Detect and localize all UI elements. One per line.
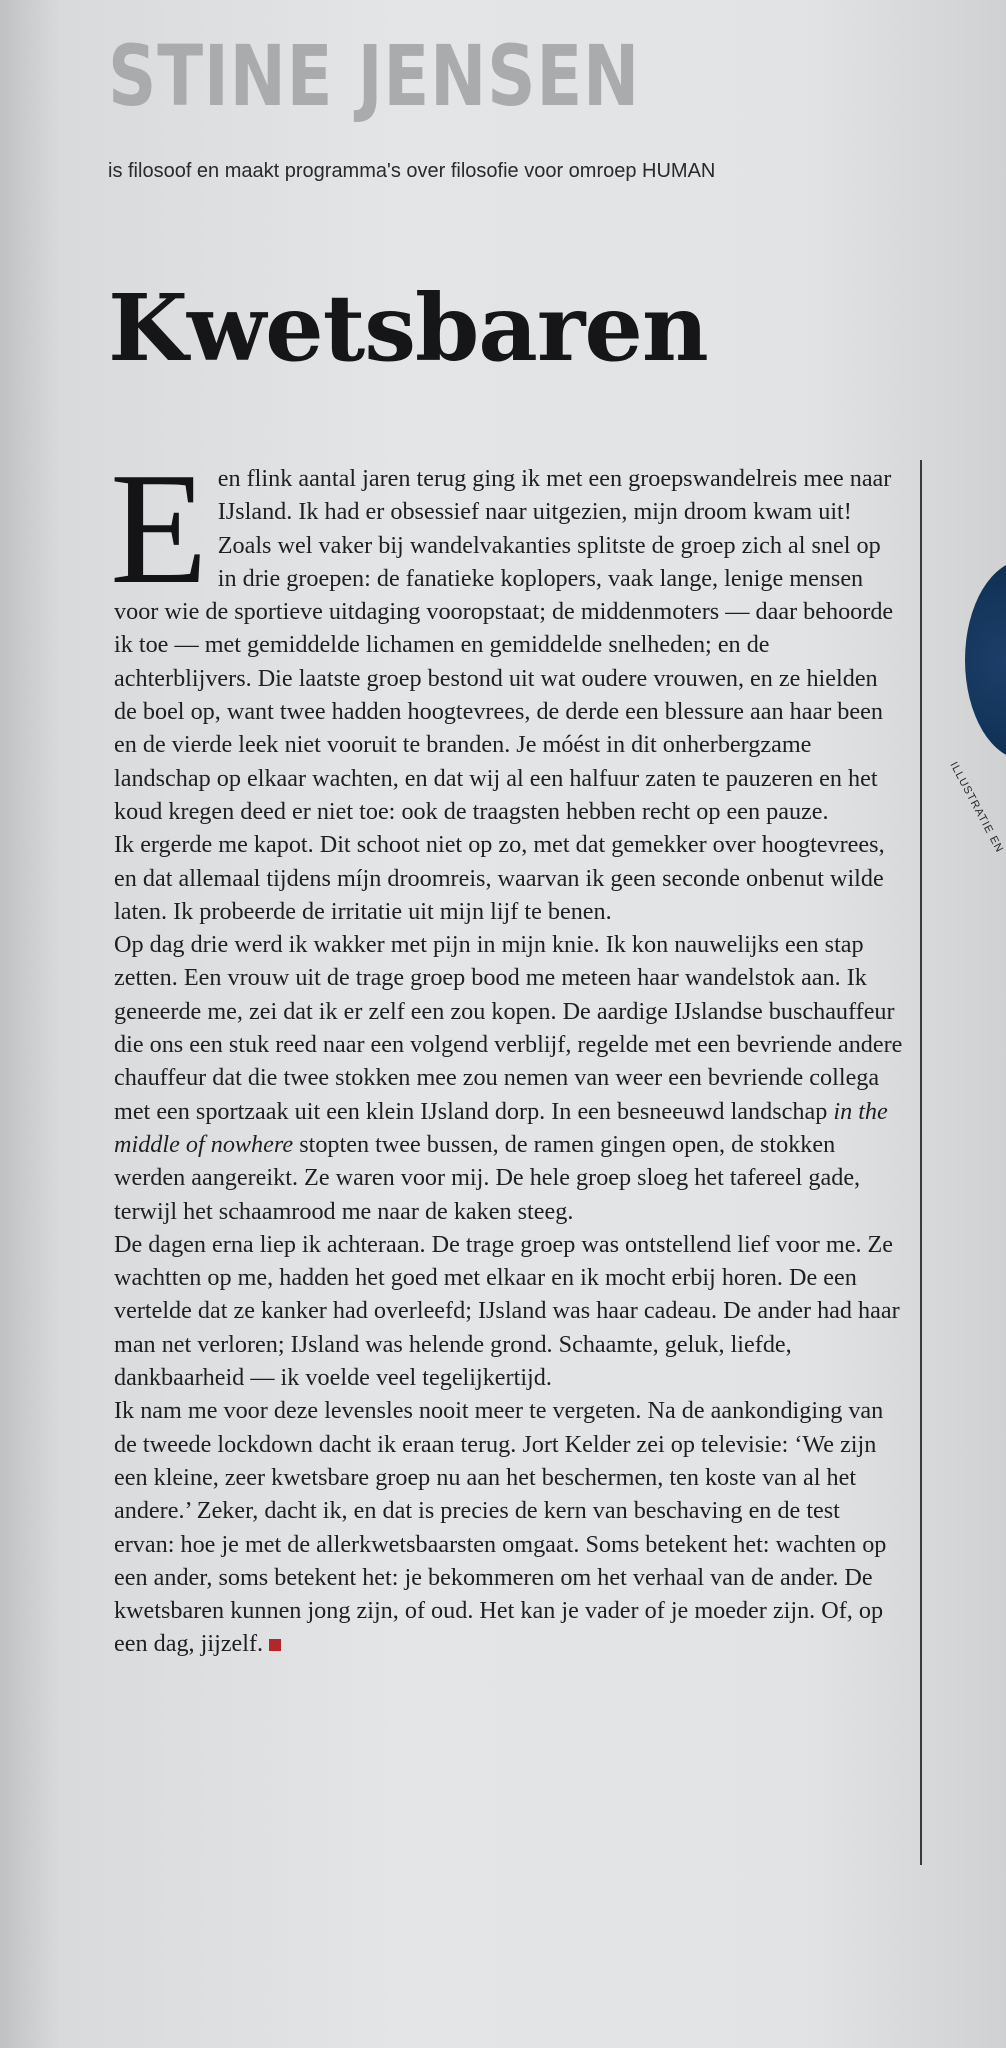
paragraph-2: Ik ergerde me kapot. Dit schoot niet op zo, met dat gemekker over hoogtevrees, en dat allemaal tijdens míjn droomreis, waarvan ik geen seconde onbenut wilde laten. Ik probeerde de irritatie uit mijn lijf te benen.	[114, 831, 885, 925]
paragraph-1	[110, 439, 904, 828]
paragraph-4: De dagen erna liep ik achteraan. De trage groep was ontstellend lief voor me. Ze wachtten op me, hadden het goed met elkaar en ik mocht erbij horen. De een vertelde dat ze kanker had overleefd; IJsland was haar cadeau. De ander had haar man net verloren; IJsland was helende grond. Schaamte, geluk, liefde, dankbaarheid — ik voelde veel tegelijkertijd.	[114, 1230, 900, 1392]
paragraph-3	[114, 928, 904, 1228]
illustration-disc	[965, 560, 1006, 760]
paragraph-5	[114, 1394, 904, 1660]
end-mark-icon	[269, 1639, 281, 1651]
paragraph-3-text-a: Op dag drie werd ik wakker met pijn in mijn knie. Ik kon nauwelijks een stap zetten. Een vrouw uit de trage groep bood me meteen haar wandelstok aan. Ik geneerde me, zei dat ik er zelf een zou kopen. De aardige IJslandse buschauffeur die ons een stuk reed naar een volgend verblijf, regelde met een bevriende andere chauffeur dat die twee stokken mee zou nemen van weer een bevriende collega met een sportzaak uit een klein IJsland dorp. In een besneeuwd landschap	[114, 931, 903, 1125]
column-rule	[920, 460, 922, 1865]
paragraph-1-text: en flink aantal jaren terug ging ik met een groepswandelreis mee naar IJsland. Ik had er obsessief naar uitgezien, mijn droom kwam uit! Zoals wel vaker bij wandelvakanties splitste de groep zich al snel op in drie groepen: de fanatieke koplopers, vaak lange, lenige mensen voor wie de sportieve uitdaging vooropstaat; de middenmoters — daar behoorde ik toe — met gemiddelde lichamen en gemiddelde snelheden; en de achterblijvers. Die laatste groep bestond uit wat oudere vrouwen, en ze hielden de boel op, want twee hadden hoogtevrees, de derde een blessure aan haar been en de vierde leek niet vooruit te branden. Je móést in dit onherbergzame landschap op elkaar wachten, en dat wij al een halfuur zaten te pauzeren en het koud kregen deed er niet toe: ook de traagsten hebben recht op een pauze.	[114, 465, 894, 825]
illustration-credit: ILLUSTRATIE EN	[947, 760, 1006, 856]
paragraph-3-text-b: stopten twee bussen, de ramen gingen open, de stokken werden aangereikt. Ze waren voor mij. De hele groep sloeg het tafereel gade, terwijl het schaamrood me naar de kaken steeg.	[114, 1130, 861, 1225]
paragraph-5-text: Ik nam me voor deze levensles nooit meer te vergeten. Na de aankondiging van de tweede lockdown dacht ik eraan terug. Jort Kelder zei op televisie: ‘We zijn een kleine, zeer kwetsbare groep nu aan het beschermen, ten koste van al het andere.’ Zeker, dacht ik, en dat is precies de kern van beschaving en de test ervan: hoe je met de allerkwetsbaarsten omgaat. Soms betekent het: wachten op een ander, soms betekent het: je bekommeren om het verhaal van de ander. De kwetsbaren kunnen jong zijn, of oud. Het kan je vader of je moeder zijn. Of, op een dag, jijzelf.	[114, 1397, 887, 1658]
drop-cap: E	[110, 439, 208, 617]
author-description: is filosoof en maakt programma's over filosofie voor omroep HUMAN	[108, 160, 716, 182]
article-body	[110, 439, 904, 1661]
author-name: STINE JENSEN	[108, 27, 641, 125]
article-title: Kwetsbaren	[108, 274, 708, 382]
paragraph-3-italic: in the middle of nowhere	[114, 1097, 888, 1158]
